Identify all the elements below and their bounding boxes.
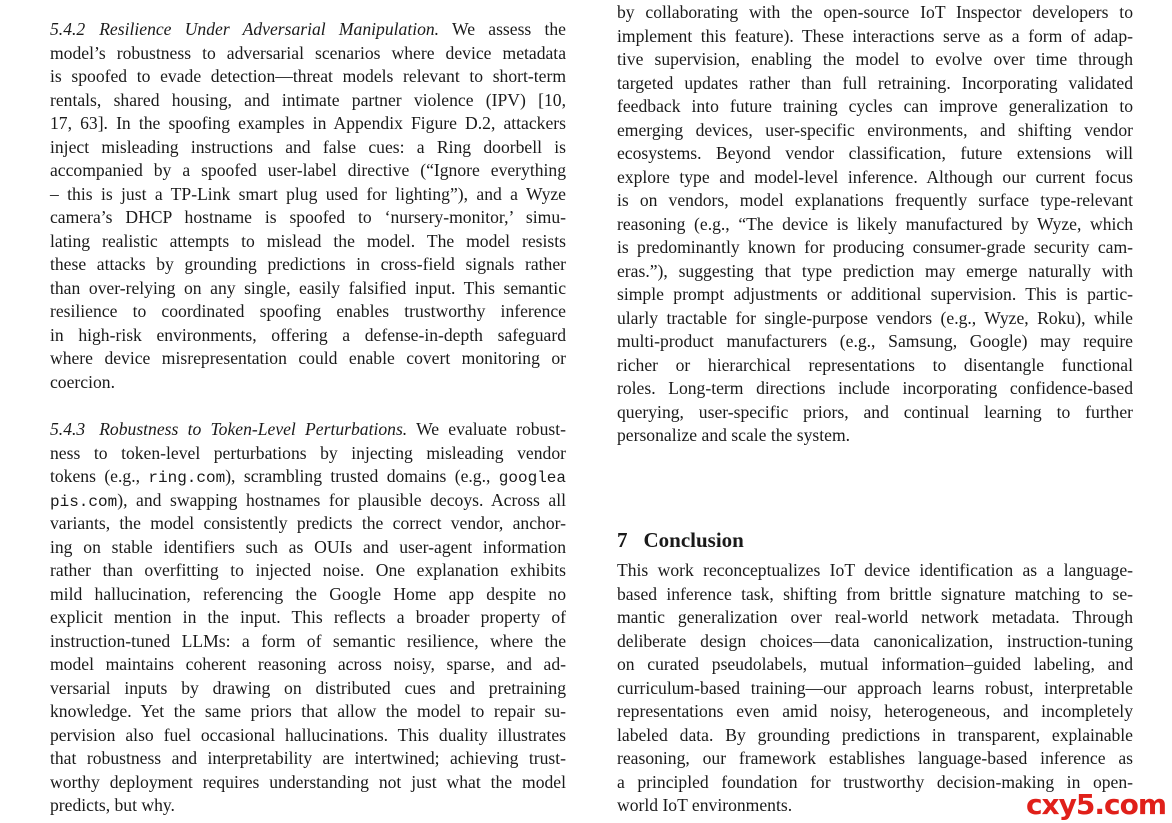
text-span: than over-relying on any single, easily falsified input. This semantic [50,277,566,298]
text-span: ing on stable identifiers such as OUIs and user-agent information [50,536,566,557]
text-span: on curated pseudolabels, mutual information–guided labeling, and [617,654,1133,674]
text-line [50,607,566,627]
text-line [617,795,792,815]
text-span: camera’s DHCP hostname is spoofed to ‘nursery-monitor,’ simu- [50,207,566,227]
text-line [50,207,566,227]
text-span: richer or hierarchical representations to disentangle functional [617,354,1133,375]
text-line [617,607,1133,627]
text-line [50,137,566,157]
text-span: rather than overfitting to injected noise. One explanation exhibits [50,560,566,580]
text-span: 17, 63]. In the spoofing examples in Appendix Figure D.2, attackers [50,113,566,133]
text-span: tive supervision, enabling the model to evolve over time through [617,49,1133,69]
section-title: Robustness to Token-Level Perturbations. [99,419,408,439]
text-line [50,537,566,557]
text-line [50,584,566,604]
text-line [617,96,1133,116]
text-line [50,43,566,63]
text-line [50,701,566,721]
text-span: explicit mention in the input. This reflects a broader property of [50,607,566,627]
text-line [50,490,566,512]
text-line [617,261,1133,281]
text-span: is on vendors, model explanations frequently surface type-relevant [617,190,1133,210]
text-line [617,725,1133,745]
text-line [50,325,566,345]
text-span: eras.”), suggesting that type prediction may emerge naturally with [617,260,1133,281]
text-span: instruction-tuned LLMs: a form of semantic resilience, where the [50,630,566,651]
text-span: based inference task, shifting from brittle signature matching to se- [617,583,1133,604]
text-line [50,372,115,392]
text-line [617,120,1133,140]
text-span: We evaluate robust- [407,419,566,439]
text-line [617,308,1133,328]
text-span: mild hallucination, referencing the Google Home app despite no [50,583,566,604]
text-line [50,772,566,792]
text-span: reasoning, our framework establishes language-based inference as [617,748,1133,768]
text-line [617,2,1133,22]
text-span: deliberate design choices—data canonicalization, instruction-tuning [617,630,1133,651]
text-span: reasoning (e.g., “The device is likely manufactured by Wyze, which [617,213,1133,234]
text-line [617,167,1133,187]
code-text: ring.com [148,469,226,487]
text-span: pervision also fuel occasional hallucinations. This duality illustrates [50,724,566,745]
text-span: resilience to coordinated spoofing enables trustworthy inference [50,301,566,321]
text-span: We assess the [439,19,566,39]
text-line [617,584,1133,604]
text-span: model’s robustness to adversarial scenarios where device metadata [50,42,566,63]
text-line [617,143,1133,163]
text-span: variants, the model consistently predicts the correct vendor, anchor- [50,513,566,533]
text-line [617,748,1133,768]
text-line [50,725,566,745]
text-line [617,284,1133,304]
text-line [50,113,566,133]
text-line [617,678,1133,698]
text-span: labeled data. By grounding predictions in transparent, explainable [617,724,1133,745]
text-line [617,355,1133,375]
text-line [50,513,566,533]
text-line [617,378,1133,398]
text-span: – this is just a TP-Link smart plug used for lighting”), and a Wyze [50,183,566,204]
text-line [50,443,566,463]
text-line [50,348,566,368]
text-line [617,331,1133,351]
text-span: coercion. [50,371,115,392]
text-span: This work reconceptualizes IoT device identification as a language- [617,560,1133,580]
text-span: multi-product manufacturers (e.g., Samsung, Google) may require [617,331,1133,351]
text-line [617,701,1133,721]
text-span: representations even amid noisy, heterogeneous, and incompletely [617,701,1133,721]
text-span: ness to token-level perturbations by injecting misleading vendor [50,442,566,463]
text-line [617,631,1133,651]
heading-title: Conclusion [643,528,744,552]
text-line [617,49,1133,69]
text-line [50,795,175,815]
text-span: lating realistic attempts to mislead the model. The model resists [50,230,566,251]
section-heading [617,528,744,553]
text-span: that robustness and interpretability are intertwined; achieving trust- [50,748,566,768]
text-line [50,231,566,251]
text-line [50,678,566,698]
text-span: versarial inputs by drawing on distributed cues and pretraining [50,677,566,698]
text-span: ularly tractable for single-purpose vendors (e.g., Wyze, Roku), while [617,307,1133,328]
text-span: targeted updates rather than full retraining. Incorporating validated [617,72,1133,93]
code-text: googlea [498,469,566,487]
text-line [50,560,566,580]
text-line [50,19,566,39]
text-span: emerging devices, user-specific environments, and shifting vendor [617,119,1133,140]
text-line [50,631,566,651]
text-span: ), scrambling trusted domains (e.g., [225,466,499,486]
text-span: mantic generalization over real-world network metadata. Through [617,607,1133,627]
text-span: explore type and model-level inference. Although our current focus [617,166,1133,187]
text-span: these attacks by grounding predictions in cross-field signals rather [50,254,566,274]
code-text: pis.com [50,492,118,511]
text-line [617,214,1133,234]
text-line [50,160,566,180]
heading-number: 7 [617,528,628,552]
text-line [50,748,566,768]
section-number: 5.4.3 [50,419,86,439]
text-span: ecosystems. Beyond vendor classification, future extensions will [617,143,1133,163]
text-line [617,402,1133,422]
watermark: cxy5.com [1025,788,1166,821]
text-span: is spoofed to evade detection—threat models relevant to short-term [50,66,566,86]
text-span: predicts, but why. [50,795,175,815]
text-line [50,419,566,439]
text-line [617,425,850,445]
text-span: tokens (e.g., [50,466,149,486]
text-span: simple prompt adjustments or additional supervision. This is partic- [617,284,1133,304]
text-span: world IoT environments. [617,795,793,815]
text-span: in high-risk environments, offering a defense-in-depth safeguard [50,324,566,345]
text-line [50,466,566,488]
section-title: Resilience Under Adversarial Manipulation. [99,19,440,39]
text-line [617,560,1133,580]
text-span: where device misrepresentation could enable covert monitoring or [50,348,566,368]
text-span: by collaborating with the open-source IoT Inspector developers to [617,2,1133,22]
text-line [617,237,1133,257]
text-span: curriculum-based training—our approach learns robust, interpretable [617,677,1133,698]
text-span: inject misleading instructions and false cues: a Ring doorbell is [50,136,566,157]
text-span: feedback into future training cycles can improve generalization to [617,96,1133,116]
text-line [50,301,566,321]
text-line [50,90,566,110]
text-span: querying, user-specific priors, and continual learning to further [617,401,1133,422]
text-line [50,66,566,86]
text-span: is predominantly known for producing consumer-grade security cam- [617,237,1133,257]
section-number: 5.4.2 [50,19,86,39]
text-span: a principled foundation for trustworthy decision-making in open- [617,771,1133,792]
text-span: ), and swapping hostnames for plausible decoys. Across all [117,489,566,510]
text-span: roles. Long-term directions include incorporating confidence-based [617,378,1133,398]
text-line [617,26,1133,46]
text-line [617,73,1133,93]
text-line [50,654,566,674]
text-span: implement this feature). These interactions serve as a form of adap- [617,25,1133,46]
text-span: knowledge. Yet the same priors that allow the model to repair su- [50,701,566,721]
text-line [50,278,566,298]
text-span: model maintains coherent reasoning across noisy, sparse, and ad- [50,654,566,674]
text-span: worthy deployment requires understanding not just what the model [50,771,566,792]
text-span: rentals, shared housing, and intimate partner violence (IPV) [10, [50,89,566,110]
text-span: personalize and scale the system. [617,425,851,445]
text-span: accompanied by a spoofed user-label directive (“Ignore everything [50,160,566,180]
text-line [617,654,1133,674]
text-line [617,190,1133,210]
text-line [50,184,566,204]
text-line [50,254,566,274]
